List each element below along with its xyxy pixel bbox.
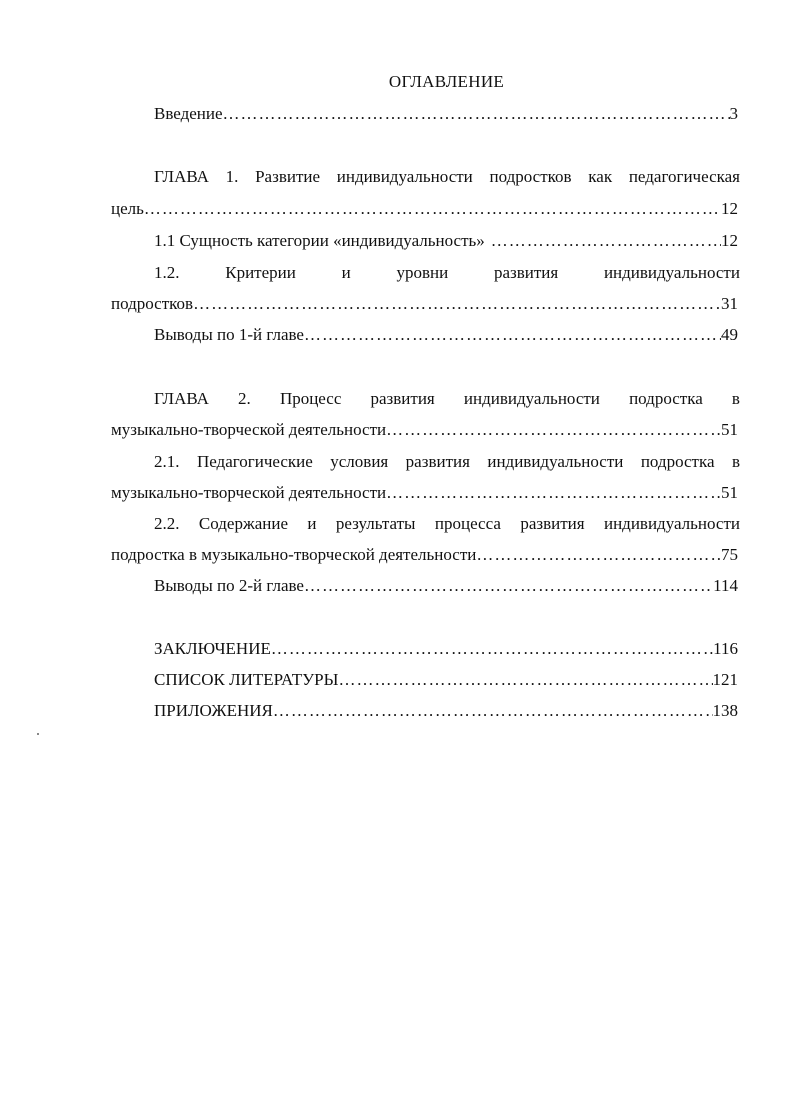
word: уровни xyxy=(396,263,449,282)
toc-entry-label: цель xyxy=(111,199,144,218)
toc-entry-label: Введение xyxy=(154,104,223,123)
dot-leader xyxy=(223,104,730,124)
dot-leader xyxy=(144,199,721,219)
toc-entry-label: Выводы по 1-й главе xyxy=(154,325,304,344)
toc-chapter1-heading[interactable] xyxy=(154,167,740,187)
toc-entry-intro[interactable] xyxy=(154,104,738,124)
toc-entry-appendices[interactable] xyxy=(154,701,738,721)
toc-entry-page: 12 xyxy=(721,231,738,250)
toc-entry-page: 116 xyxy=(713,639,738,658)
dot-leader xyxy=(304,576,713,596)
toc-entry-label: 1.1 Сущность категории «индивидуальность» xyxy=(154,231,485,250)
toc-entry-1-1[interactable] xyxy=(154,231,738,251)
word: Критерии xyxy=(225,263,296,282)
dot-leader xyxy=(338,670,712,690)
scan-speck xyxy=(37,733,39,735)
toc-chapter2-heading[interactable] xyxy=(154,389,740,409)
word: развития xyxy=(370,389,435,408)
toc-entry-page: 75 xyxy=(721,545,738,564)
word: Процесс xyxy=(279,389,342,408)
dot-leader xyxy=(304,325,721,345)
dot-leader xyxy=(476,545,721,565)
toc-entry-conclusion[interactable] xyxy=(154,639,738,659)
dot-leader xyxy=(386,420,721,440)
toc-entry-label: 2.1. Педагогические условия развития индивидуальности подростка в xyxy=(154,452,740,471)
word: индивидуальности xyxy=(603,263,740,282)
toc-entry-page: 51 xyxy=(721,420,738,439)
toc-entry-page: 51 xyxy=(721,483,738,502)
page-title: ОГЛАВЛЕНИЕ xyxy=(388,72,505,91)
toc-entry-label: музыкально-творческой деятельности xyxy=(111,420,387,439)
toc-entry-conclusions-1[interactable] xyxy=(154,325,738,345)
word: 1.2. xyxy=(154,263,180,282)
toc-entry-page: 12 xyxy=(721,199,738,218)
toc-entry-page: 138 xyxy=(712,701,738,720)
toc-entry-label: подростка в музыкально-творческой деятельности xyxy=(111,545,477,564)
word: развития xyxy=(493,263,559,282)
toc-entry-page: 3 xyxy=(729,104,738,123)
toc-entry-references[interactable] xyxy=(154,670,738,690)
dot-leader xyxy=(193,294,721,314)
toc-entry-label: Выводы по 2-й главе xyxy=(154,576,304,595)
toc-entry-label: подростков xyxy=(111,294,194,313)
toc-entry-page: 114 xyxy=(713,576,738,595)
toc-entry-conclusions-2[interactable] xyxy=(154,576,738,596)
toc-entry-label: ПРИЛОЖЕНИЯ xyxy=(154,701,273,720)
toc-entry-2-1[interactable] xyxy=(111,483,738,503)
toc-entry-label: ЗАКЛЮЧЕНИЕ xyxy=(154,639,271,658)
word: индивидуальности xyxy=(463,389,600,408)
toc-entry-1-2-line1[interactable] xyxy=(154,263,740,283)
word: ГЛАВА xyxy=(154,389,209,408)
dot-leader xyxy=(273,701,713,721)
toc-chapter1-heading-text: ГЛАВА 1. Развитие индивидуальности подростков как педагогическая xyxy=(154,167,740,186)
word: подростка xyxy=(629,389,703,408)
word: в xyxy=(731,389,740,408)
toc-entry-2-2-line1[interactable] xyxy=(154,514,740,534)
dot-leader xyxy=(386,483,721,503)
toc-entry-2-2[interactable] xyxy=(111,545,738,565)
toc-entry-1-2[interactable] xyxy=(111,294,738,314)
word: 2. xyxy=(238,389,251,408)
toc-entry-page: 49 xyxy=(721,325,738,344)
toc-entry-page: 31 xyxy=(721,294,738,313)
toc-entry-label: музыкально-творческой деятельности xyxy=(111,483,387,502)
toc-entry-label: 2.2. Содержание и результаты процесса развития индивидуальности xyxy=(154,514,740,533)
dot-leader xyxy=(271,639,713,659)
toc-entry-chapter2[interactable] xyxy=(111,420,738,440)
toc-entry-page: 121 xyxy=(712,670,738,689)
word: и xyxy=(341,263,351,282)
toc-entry-label: СПИСОК ЛИТЕРАТУРЫ xyxy=(154,670,339,689)
toc-entry-2-1-line1[interactable] xyxy=(154,452,740,472)
dot-leader xyxy=(491,231,721,251)
toc-entry-chapter1[interactable] xyxy=(111,199,738,219)
